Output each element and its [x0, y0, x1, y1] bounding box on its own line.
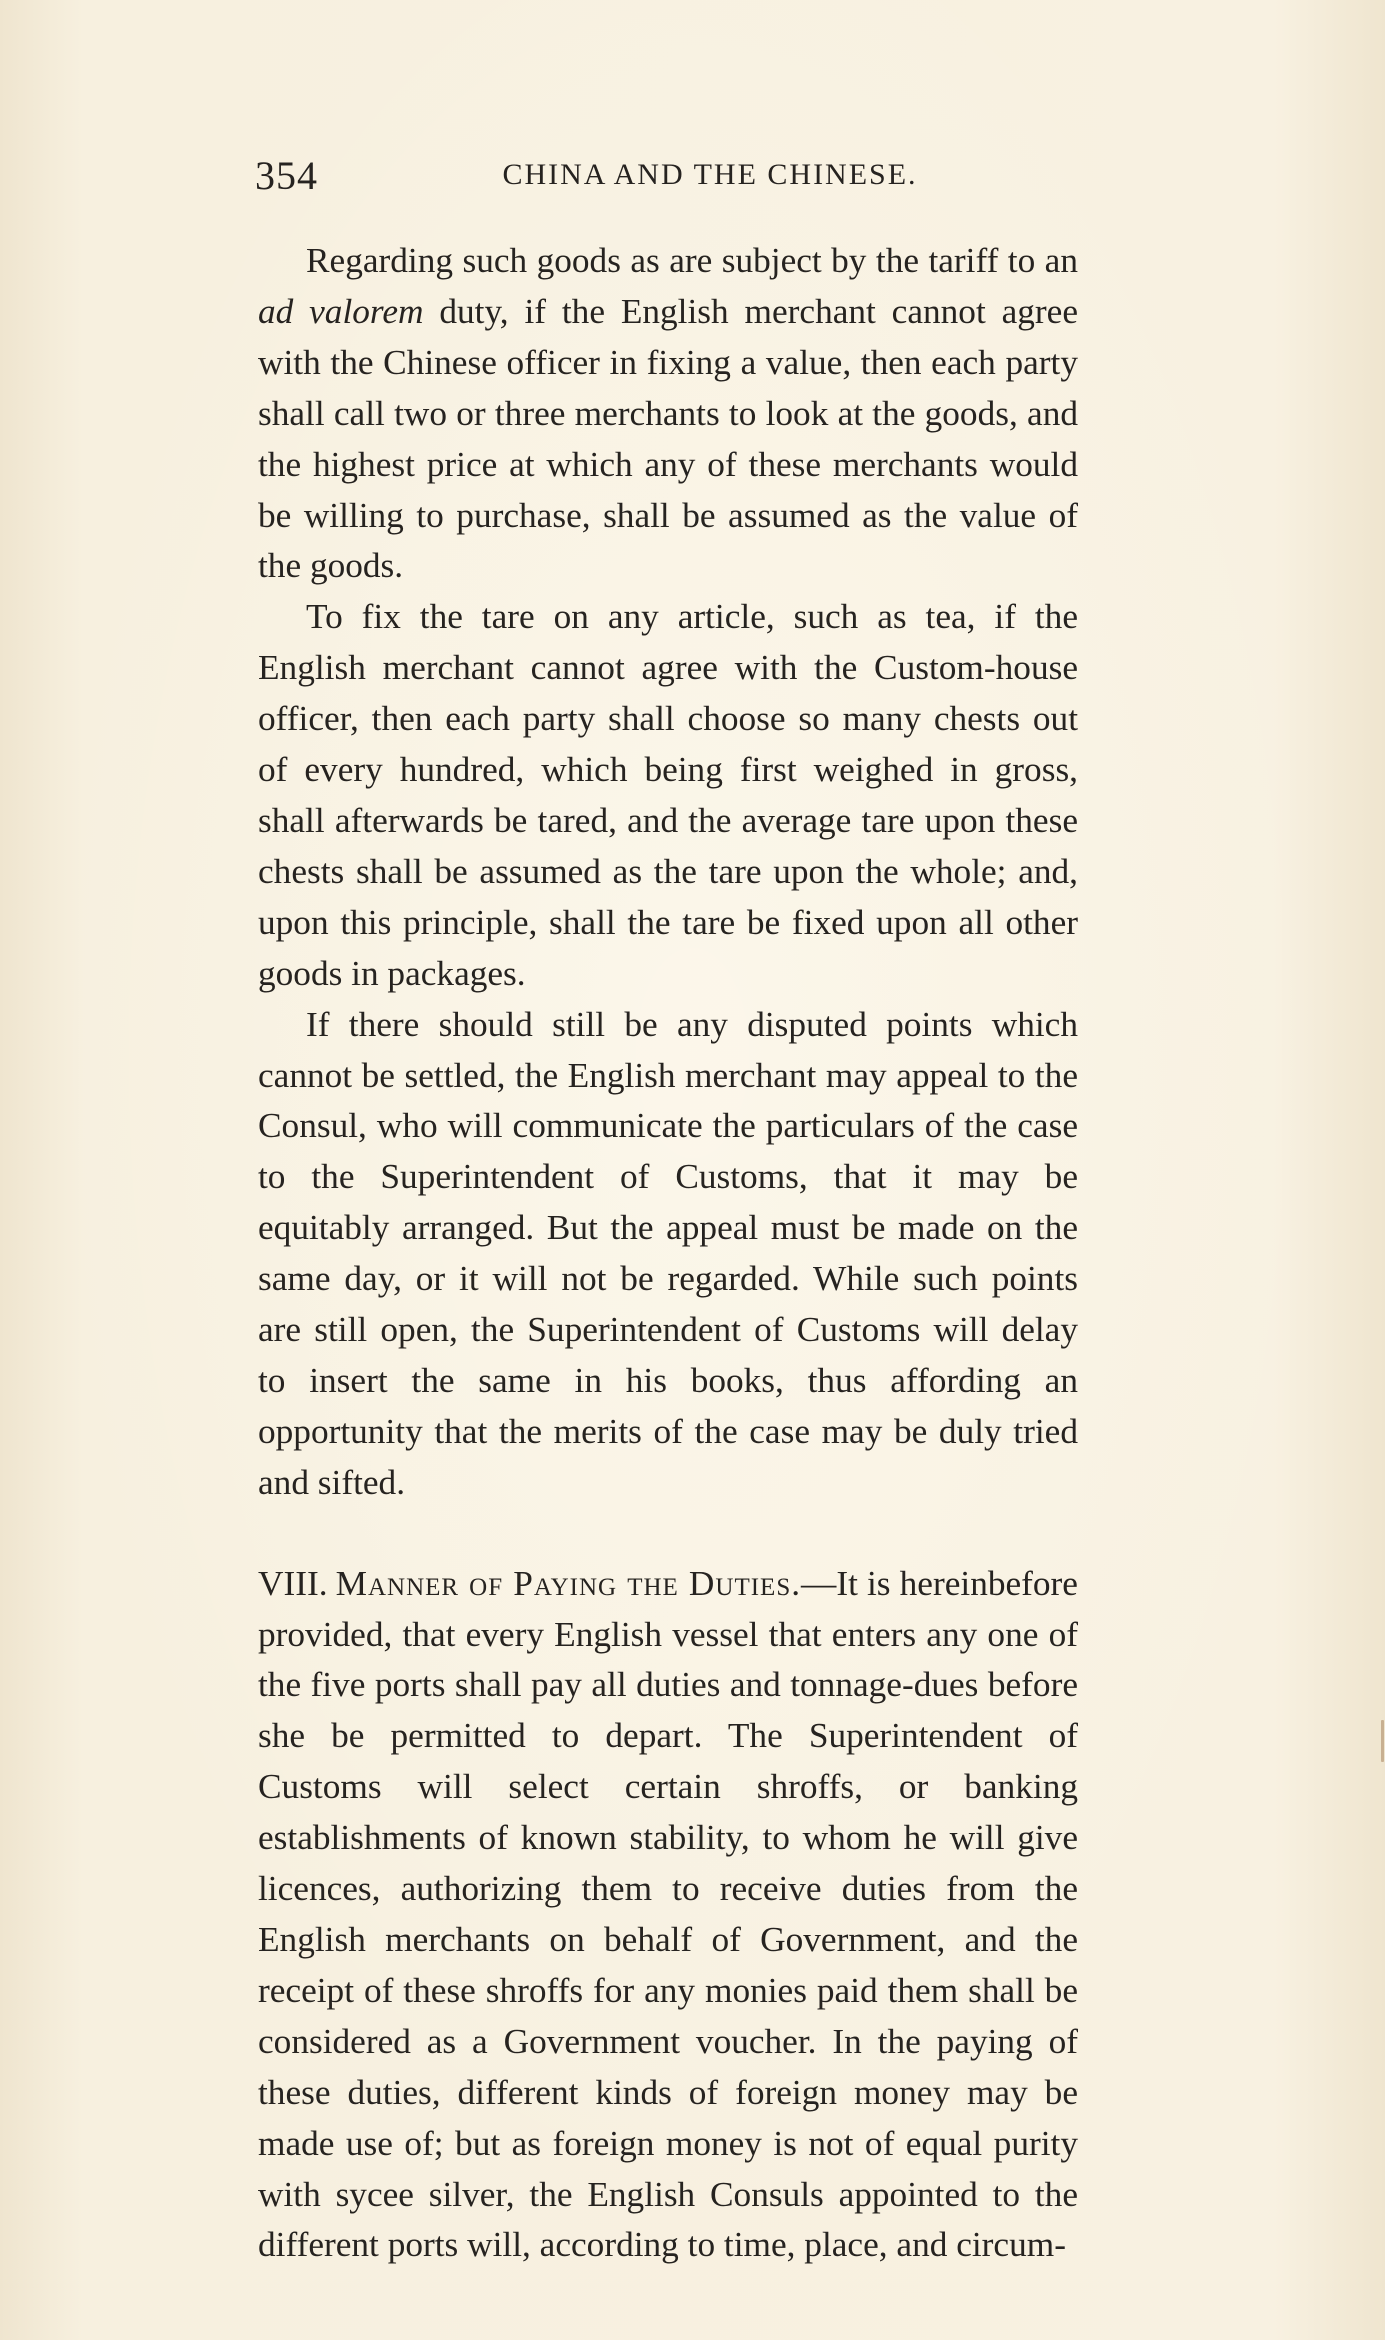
section-heading: Manner of Paying the Duties.	[335, 1563, 802, 1603]
section-body: —It is hereinbefore provided, that every English vessel that enters any one of the five ports shall pay all duties and tonnage-dues before she be permitted to depart. The Superintendent of Customs will select certain shroffs, or banking establishments of known stability, to whom he will give licences, authorizing them to receive duties from the English merchants on behalf of Government, and the receipt of these shroffs for any monies paid them shall be considered as a Government voucher. In the paying of these duties, different kinds of foreign money may be made use of; but as foreign money is not of equal purity with sycee silver, the English Consuls appointed to the different ports will, according to time, place, and circum-	[258, 1563, 1078, 2265]
ad-valorem-italic: ad valorem	[258, 291, 424, 331]
body-text	[258, 236, 1078, 2271]
section-numeral: VIII.	[258, 1563, 328, 1603]
paragraph-ad-valorem-start: Regarding such goods as are subject by the tariff to an	[306, 241, 1078, 280]
running-head	[255, 152, 1075, 202]
paragraph-disputes: If there should still be any disputed points which cannot be settled, the English merchant may appeal to the Consul, who will communicate the particulars of the case to the Superintendent of Customs, that it may be equitably arranged. But the appeal must be made on the same day, or it will not be regarded. While such points are still open, the Superintendent of Customs will delay to insert the same in his books, thus affording an opportunity that the merits of the case may be duly tried and sifted.	[258, 1004, 1078, 1502]
paragraph-ad-valorem-rest: duty, if the English merchant cannot agree with the Chinese officer in fixing a value, then each party shall call two or three merchants to look at the goods, and the highest price at which any of these merchants would be willing to purchase, shall be assumed as the value of the goods.	[258, 291, 1078, 586]
paragraph-tare: To fix the tare on any article, such as tea, if the English merchant cannot agree with the Custom-house officer, then each party shall choose so many chests out of every hundred, which being first weighed in gross, shall afterwards be tared, and the average tare upon these chests shall be assumed as the tare upon the whole; and, upon this principle, shall the tare be fixed upon all other goods in packages.	[258, 597, 1078, 993]
running-title: CHINA AND THE CHINESE.	[502, 158, 918, 191]
page-number: 354	[255, 153, 318, 198]
paragraph-ad-valorem	[258, 236, 1078, 592]
section-viii-paragraph	[258, 1559, 1078, 2272]
page-edge-mark	[1381, 1720, 1384, 1762]
